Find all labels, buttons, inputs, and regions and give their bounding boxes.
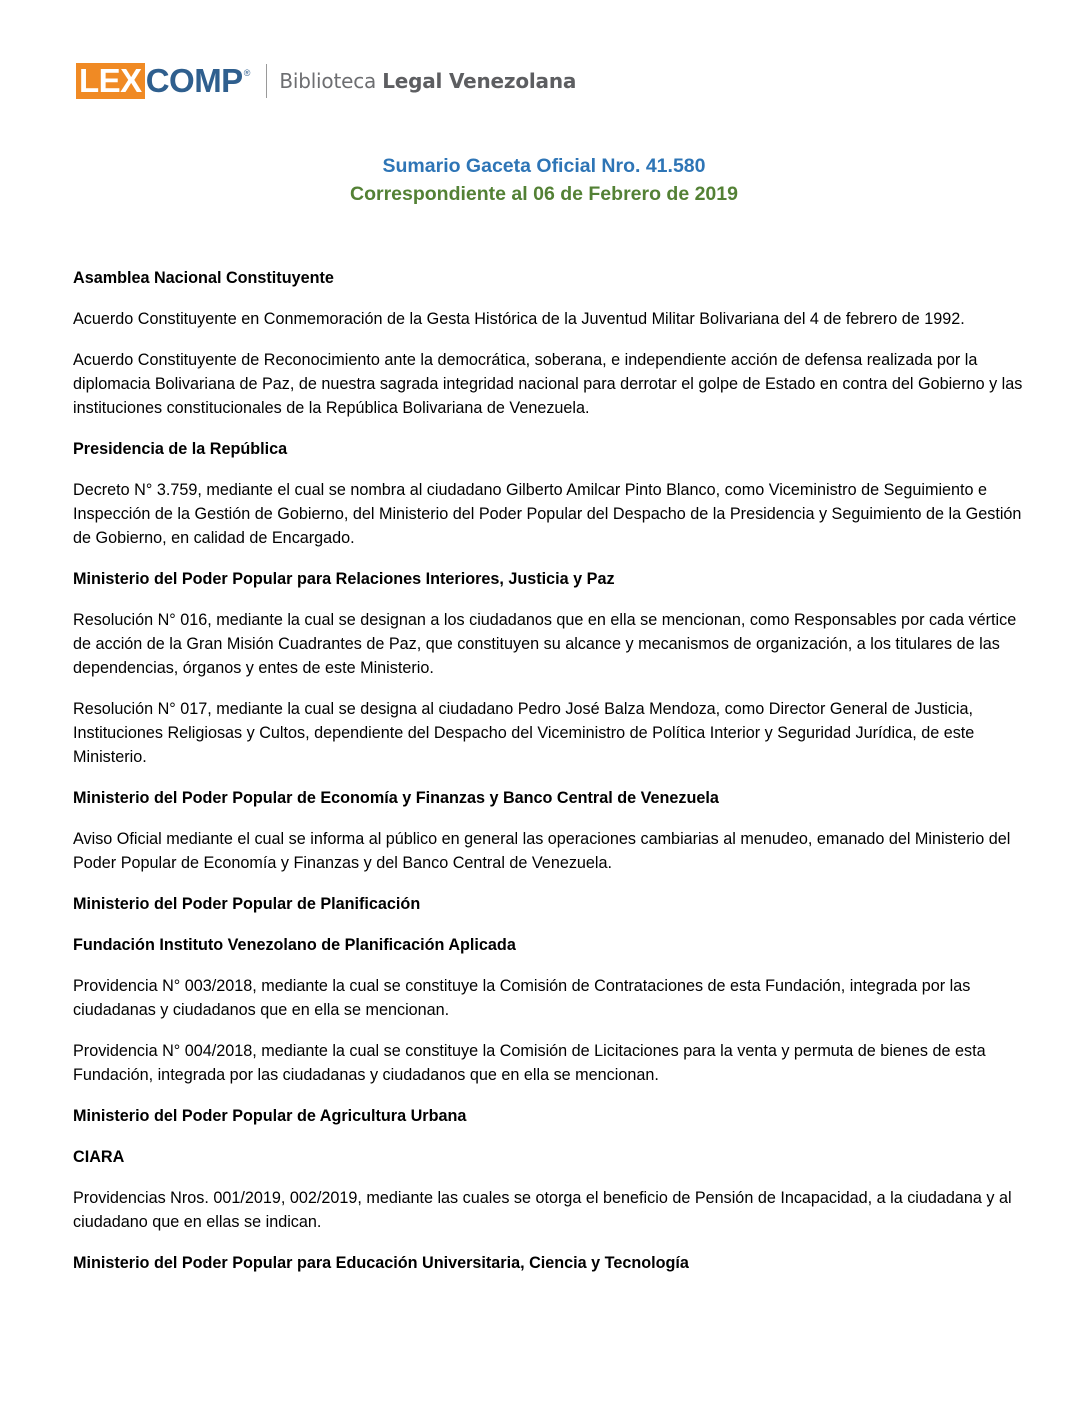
document-title [0,152,1088,208]
logo-trademark: ® [243,68,251,78]
header [76,62,576,100]
tagline-light: Biblioteca [279,69,383,93]
lexcomp-logo [76,62,250,100]
section-paragraph: Providencias Nros. 001/2019, 002/2019, mediante las cuales se otorga el beneficio de Pensión de Incapacidad, a la ciudadana y al ciudadano que en ellas se indican. [73,1189,1012,1231]
section-paragraph: Acuerdo Constituyente en Conmemoración de la Gesta Histórica de la Juventud Militar Bolivariana del 4 de febrero de 1992. [73,310,965,328]
section-heading: CIARA [73,1148,125,1166]
section-heading: Ministerio del Poder Popular de Economía y Finanzas y Banco Central de Venezuela [73,789,719,807]
section-paragraph: Resolución N° 016, mediante la cual se designan a los ciudadanos que en ella se mencionan, como Responsables por cada vértice de acción de la Gran Misión Cuadrantes de Paz, que constituyen su alcance y mecanismos de organización, a los titulares de las dependencias, órganos y entes de este Ministerio. [73,611,1017,677]
section-paragraph: Aviso Oficial mediante el cual se informa al público en general las operaciones cambiarias al menudeo, emanado del Ministerio del Poder Popular de Economía y Finanzas y del Banco Central de Venezuela. [73,830,1011,872]
section-heading: Presidencia de la República [73,440,288,458]
logo-lex-text: LEX [76,63,145,99]
header-divider [266,64,267,98]
section-heading: Fundación Instituto Venezolano de Planificación Aplicada [73,936,516,954]
section-heading: Ministerio del Poder Popular de Planificación [73,895,421,913]
gazette-title: Sumario Gaceta Oficial Nro. 41.580 [382,155,706,177]
section-heading: Ministerio del Poder Popular de Agricultura Urbana [73,1107,467,1125]
logo-comp-text: COMP [145,62,243,99]
section-paragraph: Providencia N° 003/2018, mediante la cual se constituye la Comisión de Contrataciones de esta Fundación, integrada por las ciudadanas y ciudadanos que en ella se mencionan. [73,977,971,1019]
tagline-strong: Legal Venezolana [382,69,577,93]
section-paragraph: Acuerdo Constituyente de Reconocimiento ante la democrática, soberana, e independiente acción de defensa realizada por la diplomacia Bolivariana de Paz, de nuestra sagrada integridad nacional para derrotar el golpe de Estado en contra del Gobierno y las instituciones constitucionales de la República Bolivariana de Venezuela. [73,351,1023,417]
section-paragraph: Decreto N° 3.759, mediante el cual se nombra al ciudadano Gilberto Amilcar Pinto Blanco, como Viceministro de Seguimiento e Inspección de la Gestión de Gobierno, del Ministerio del Poder Popular del Despacho de la Presidencia y Seguimiento de la Gestión de Gobierno, en calidad de Encargado. [73,481,1022,547]
section-heading: Ministerio del Poder Popular para Educación Universitaria, Ciencia y Tecnología [73,1254,689,1272]
section-heading: Ministerio del Poder Popular para Relaciones Interiores, Justicia y Paz [73,570,615,588]
summary-content [73,266,1023,1292]
section-paragraph: Resolución N° 017, mediante la cual se designa al ciudadano Pedro José Balza Mendoza, como Director General de Justicia, Instituciones Religiosas y Cultos, dependiente del Despacho del Viceministro de Política Interior y Seguridad Jurídica, de este Ministerio. [73,700,975,766]
header-tagline [279,69,576,93]
gazette-date: Correspondiente al 06 de Febrero de 2019 [350,183,738,205]
section-paragraph: Providencia N° 004/2018, mediante la cual se constituye la Comisión de Licitaciones para la venta y permuta de bienes de esta Fundación, integrada por las ciudadanas y ciudadanos que en ella se mencionan. [73,1042,986,1084]
section-heading: Asamblea Nacional Constituyente [73,269,334,287]
